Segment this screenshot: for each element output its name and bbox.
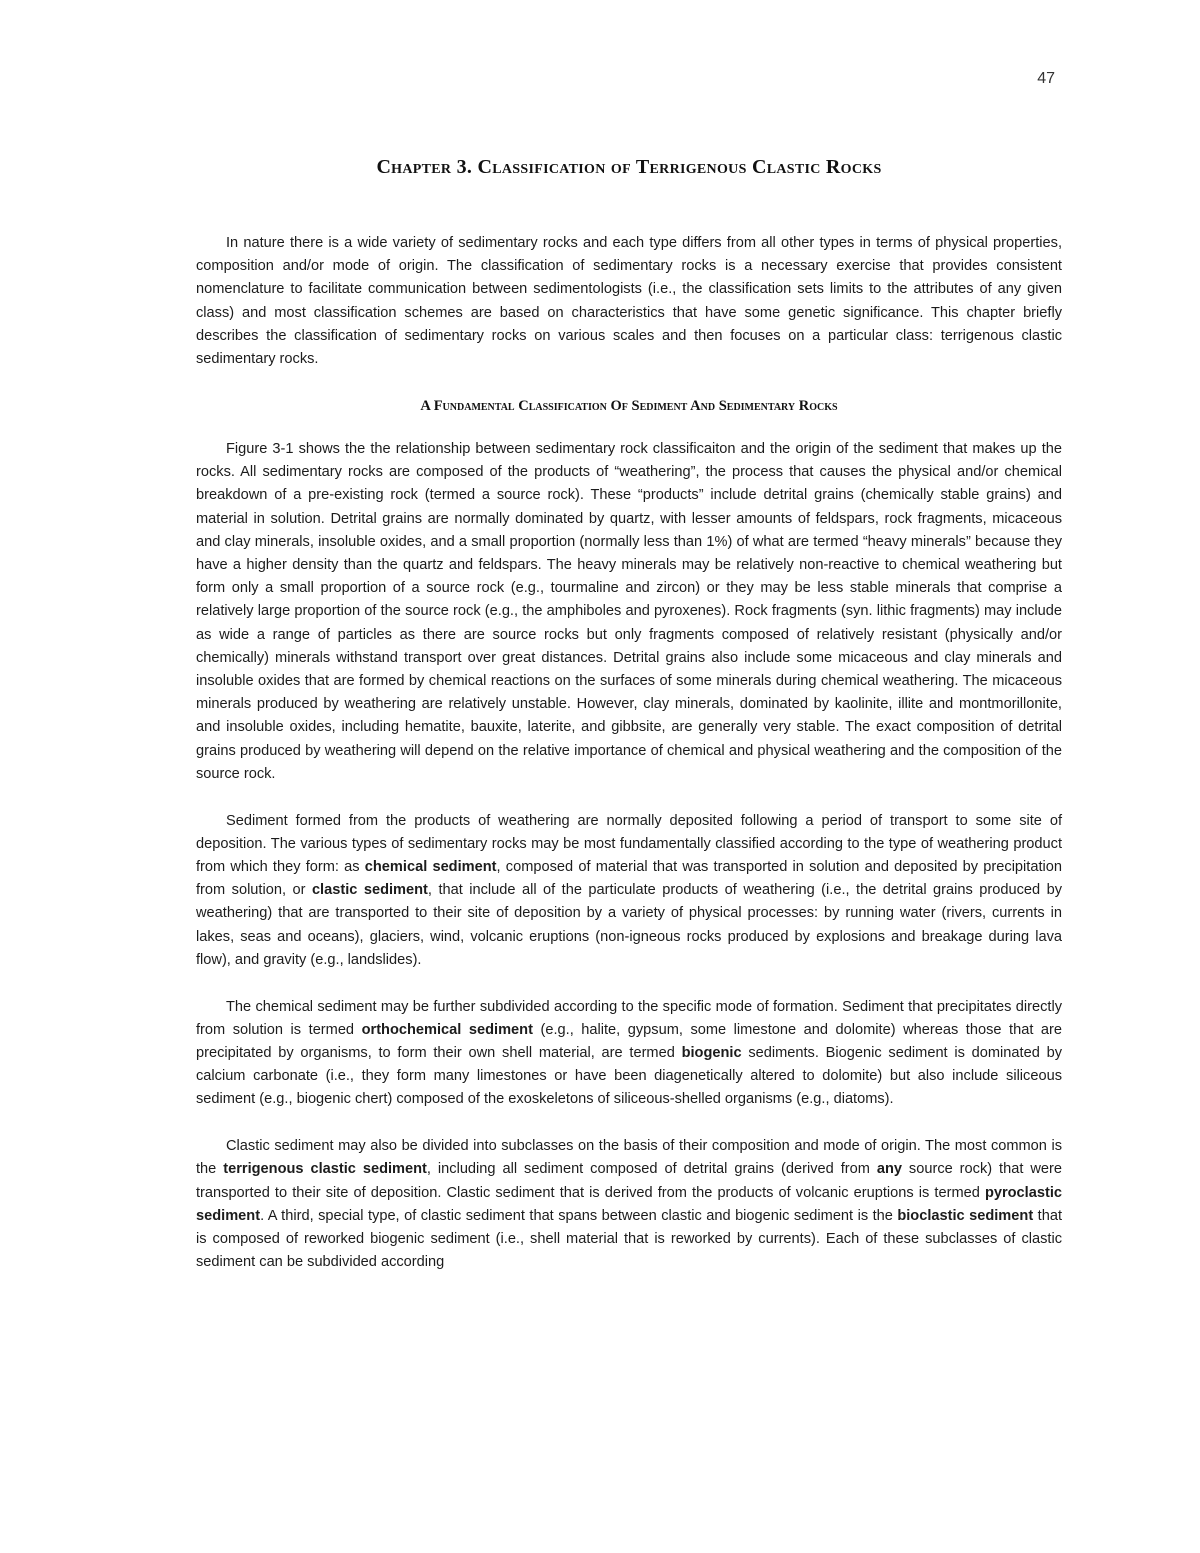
paragraph-text: , including all sediment composed of detrital grains (derived from: [426, 1161, 877, 1178]
paragraph-text: Clastic sediment may also be divided into subclasses on the basis of their composition and mode of origin. The most common is the: [196, 1138, 1062, 1178]
paragraph-text: The chemical sediment may be further subdivided according to the specific mode of formation. Sediment that precipitates directly from solution is termed: [196, 998, 1062, 1038]
paragraph-text: sediments. Biogenic sediment is dominated by calcium carbonate (i.e., they form many limestones or have been diagenetically altered to dolomite) but also include siliceous sediment (e.g., biogenic chert) composed of the exoskeletons of siliceous-shelled organisms (e.g., diatoms).: [196, 1045, 1062, 1108]
section-heading: A Fundamental Classification Of Sediment And Sedimentary Rocks: [420, 397, 838, 414]
term-biogenic: biogenic: [681, 1045, 742, 1062]
term-terrigenous-clastic-sediment: terrigenous clastic sediment: [223, 1161, 427, 1178]
term-orthochemical-sediment: orthochemical sediment: [361, 1021, 533, 1038]
term-pyroclastic-sediment: pyroclastic sediment: [196, 1184, 1062, 1224]
page-body: [196, 232, 1062, 1298]
paragraph-text: , composed of material that was transported in solution and deposited by precipitation from solution, or: [196, 859, 1062, 899]
paragraph-text: Sediment formed from the products of weathering are normally deposited following a period of transport to some site of deposition. The various types of sedimentary rocks may be most fundamentally classified according to the type of weathering product from which they form: as: [196, 812, 1062, 876]
paragraph-text: , that include all of the particulate products of weathering (i.e., the detrital grains produced by weathering) that are transported to their site of deposition by a variety of physical processes: by running water (rivers, currents in lakes, seas and oceans), glaciers, wind, volcanic eruptions (non-igneous rocks produced by explosions and breakage during lava flow), and gravity (e.g., landslides).: [196, 882, 1063, 968]
paragraph-sediment-types: [196, 810, 1062, 972]
term-bioclastic-sediment: bioclastic sediment: [897, 1207, 1034, 1224]
term-chemical-sediment: chemical sediment: [364, 859, 497, 876]
page-number: 47: [1037, 70, 1055, 87]
term-any: any: [876, 1161, 902, 1178]
paragraph-weathering: Figure 3-1 shows the the relationship between sedimentary rock classificaiton and the origin of the sediment that makes up the rocks. All sedimentary rocks are composed of the products of “weathering”, the process that causes the physical and/or chemical breakdown of a pre-existing rock (termed a source rock). These “products” include detrital grains (chemically stable grains) and material in solution. Detrital grains are normally dominated by quartz, with lesser amounts of feldspars, rock fragments, micaceous and clay minerals, insoluble oxides, and a small proportion (normally less than 1%) of what are termed “heavy minerals” because they have a higher density than the quartz and feldspars. The heavy minerals may be relatively non-reactive to chemical weathering but form only a small proportion of a source rock (e.g., tourmaline and zircon) or they may be less stable minerals that comprise a relatively large proportion of the source rock (e.g., the amphiboles and pyroxenes). Rock fragments (syn. lithic fragments) may include as wide a range of particles as there are source rocks but only fragments composed of relatively resistant (physically and/or chemically) minerals withstand transport over great distances. Detrital grains also include some micaceous and clay minerals and insoluble oxides that are formed by chemical reactions on the surfaces of some minerals during chemical weathering. The micaceous minerals produced by weathering are relatively unstable. However, clay minerals, dominated by kaolinite, illite and montmorillonite, and insoluble oxides, including hematite, bauxite, laterite, and gibbsite, are generally very stable. The exact composition of detrital grains produced by weathering will depend on the relative importance of chemical and physical weathering and the composition of the source rock.: [196, 441, 1062, 782]
paragraph-text: (e.g., halite, gypsum, some limestone and dolomite) whereas those that are precipitated by organisms, to form their own shell material, are termed: [196, 1021, 1063, 1062]
paragraph-text: that is composed of reworked biogenic sediment (i.e., shell material that is reworked by currents). Each of these subclasses of clastic sediment can be subdivided according: [196, 1207, 1062, 1271]
term-clastic-sediment: clastic sediment: [311, 882, 428, 899]
paragraph-chemical-sediment: [196, 996, 1062, 1112]
paragraph-text: source rock) that were transported to their site of deposition. Clastic sediment that is derived from the products of volcanic eruptions is termed: [196, 1161, 1062, 1201]
paragraph-clastic-sediment: [196, 1135, 1062, 1274]
chapter-title: Chapter 3. Classification of Terrigenous Clastic Rocks: [376, 156, 882, 178]
intro-paragraph: In nature there is a wide variety of sedimentary rocks and each type differs from all other types in terms of physical properties, composition and/or mode of origin. The classification of sedimentary rocks is a necessary exercise that provides consistent nomenclature to facilitate communication between sedimentologists (i.e., the classification sets limits to the attributes of any given class) and most classification schemes are based on characteristics that have some genetic significance. This chapter briefly describes the classification of sedimentary rocks on various scales and then focuses on a particular class: terrigenous clastic sedimentary rocks.: [196, 235, 1062, 368]
paragraph-text: . A third, special type, of clastic sediment that spans between clastic and biogenic sediment is the: [260, 1207, 898, 1224]
